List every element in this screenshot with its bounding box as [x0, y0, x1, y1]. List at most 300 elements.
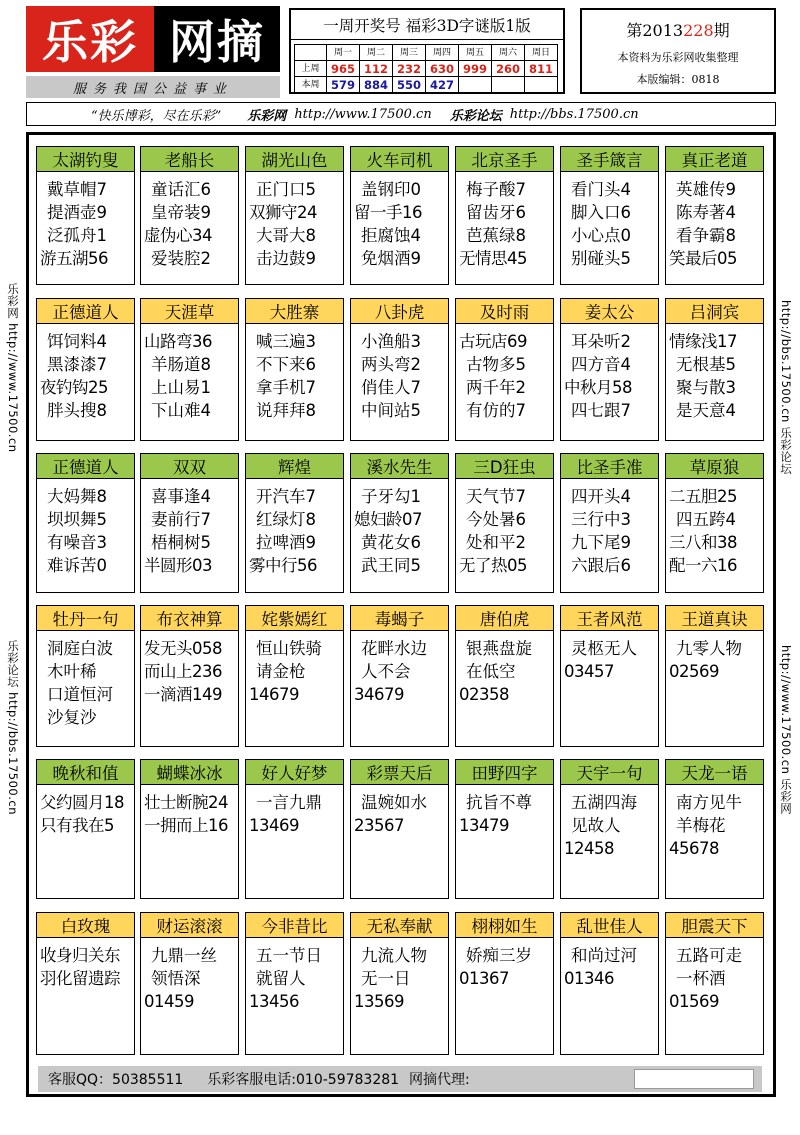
puzzle-line: 01367 [459, 969, 509, 988]
puzzle-line: 游五湖56 [40, 249, 108, 268]
puzzle-card [665, 605, 764, 747]
puzzle-line: 山路弯36 [144, 332, 212, 351]
draw-number: 112 [360, 61, 393, 77]
puzzle-line: 14679 [249, 685, 299, 704]
puzzle-card-title: 布衣神算 [141, 606, 238, 631]
puzzle-card-body [351, 324, 448, 422]
puzzle-card-body [141, 172, 238, 270]
puzzle-line: 收身归关东 [40, 946, 120, 965]
puzzle-card-body [351, 479, 448, 577]
puzzle-line: 四方音4 [571, 355, 631, 374]
puzzle-card [350, 912, 449, 1055]
logo-slogan: 服务我国公益事业 [26, 76, 280, 98]
motto-bar [26, 102, 776, 126]
puzzle-line: 胖头搜8 [47, 401, 107, 420]
puzzle-line: 夜钓钩25 [40, 378, 108, 397]
puzzle-card-title: 无私奉献 [351, 913, 448, 938]
puzzle-line: 四开头4 [571, 487, 631, 506]
puzzle-card [350, 298, 449, 441]
puzzle-line: 木叶稀 [47, 662, 97, 681]
puzzle-line: 配一六16 [669, 556, 737, 575]
puzzle-line: 五一节日 [256, 946, 322, 965]
puzzle-card-title: 今非昔比 [246, 913, 343, 938]
puzzle-line: 半圆形03 [144, 556, 212, 575]
puzzle-card-body [351, 938, 448, 1013]
draw-title: 一周开奖号 福彩3D字谜版1版 [291, 10, 563, 40]
puzzle-card-title: 毒蝎子 [351, 606, 448, 631]
logo-red-text: 乐彩 [26, 6, 154, 72]
puzzle-card-body [351, 172, 448, 270]
puzzle-line: 五湖四海 [571, 793, 637, 812]
puzzle-line: 13479 [459, 816, 509, 835]
puzzle-line: 01346 [564, 969, 614, 988]
puzzle-card [140, 453, 239, 593]
puzzle-line: 梧桐树5 [151, 533, 211, 552]
puzzle-line: 南方见牛 [676, 793, 742, 812]
footer-agent: 网摘代理: [409, 1072, 470, 1088]
puzzle-card-body [246, 631, 343, 706]
puzzle-line: 俏佳人7 [361, 378, 421, 397]
puzzle-line: 一杯酒 [676, 969, 726, 988]
puzzle-line: 无一日 [361, 969, 411, 988]
puzzle-card-body [246, 785, 343, 837]
puzzle-line: 一拥而上16 [144, 816, 228, 835]
puzzle-card [36, 605, 135, 747]
puzzle-card-title: 晚秋和值 [37, 760, 134, 785]
puzzle-card [245, 298, 344, 441]
puzzle-card-title: 太湖钓叟 [37, 147, 134, 172]
puzzle-line: 灵柩无人 [571, 639, 637, 658]
footer-qq: 客服QQ：50385511 [48, 1072, 184, 1088]
draw-number [525, 77, 558, 93]
puzzle-card-title: 八卦虎 [351, 299, 448, 324]
puzzle-card-title: 大胜寨 [246, 299, 343, 324]
puzzle-card-title: 财运滚滚 [141, 913, 238, 938]
puzzle-line: 02358 [459, 685, 509, 704]
puzzle-card [36, 759, 135, 899]
puzzle-card-body [666, 785, 763, 860]
puzzle-card-title: 正德道人 [37, 454, 134, 479]
puzzle-line: 妻前行7 [151, 510, 211, 529]
puzzle-card-body [37, 631, 134, 729]
puzzle-card-title: 王者风范 [561, 606, 658, 631]
puzzle-card-body [666, 631, 763, 683]
puzzle-line: 喊三遍3 [256, 332, 316, 351]
puzzle-card-title: 乱世佳人 [561, 913, 658, 938]
puzzle-line: 娇痴三岁 [466, 946, 532, 965]
puzzle-line: 03457 [564, 662, 614, 681]
puzzle-line: 英雄传9 [676, 180, 736, 199]
puzzle-line: 有噪音3 [47, 533, 107, 552]
puzzle-card-title: 天宇一句 [561, 760, 658, 785]
draw-day: 周日 [525, 45, 558, 61]
puzzle-line: 有仿的7 [466, 401, 526, 420]
puzzle-card-body [37, 324, 134, 422]
puzzle-line: 子牙勾1 [361, 487, 421, 506]
puzzle-card-title: 蝴蝶冰冰 [141, 760, 238, 785]
puzzle-card-title: 天涯草 [141, 299, 238, 324]
puzzle-card-title: 唐伯虎 [456, 606, 553, 631]
puzzle-line: 泛孤舟1 [47, 226, 107, 245]
puzzle-line: 温婉如水 [361, 793, 427, 812]
puzzle-line: 13469 [249, 816, 299, 835]
puzzle-card-title: 比圣手准 [561, 454, 658, 479]
puzzle-card-body [666, 172, 763, 270]
puzzle-line: 口道恒河 [47, 685, 113, 704]
puzzle-card [350, 146, 449, 285]
puzzle-line: 提酒壶9 [47, 203, 107, 222]
puzzle-line: 而山上236 [144, 662, 222, 681]
puzzle-line: 脚入口6 [571, 203, 631, 222]
puzzle-card [665, 759, 764, 899]
logo [26, 6, 280, 98]
puzzle-line: 23567 [354, 816, 404, 835]
puzzle-card-title: 田野四字 [456, 760, 553, 785]
puzzle-line: 九鼎一丝 [151, 946, 217, 965]
motto-quote: “快乐博彩，尽在乐彩” [91, 108, 222, 124]
puzzle-line: 童话汇6 [151, 180, 211, 199]
puzzle-card-body [246, 479, 343, 577]
puzzle-line: 四五跨4 [676, 510, 736, 529]
puzzle-card [140, 298, 239, 441]
issue-panel [580, 8, 776, 94]
puzzle-line: 拒腐蚀4 [361, 226, 421, 245]
puzzle-card [560, 605, 659, 747]
puzzle-card [560, 453, 659, 593]
logo-mark [26, 6, 280, 72]
puzzle-line: 耳朵听2 [571, 332, 631, 351]
puzzle-line: 上山易1 [151, 378, 211, 397]
puzzle-card-body [351, 631, 448, 706]
issue-suffix: 期 [713, 21, 730, 40]
puzzle-card [245, 453, 344, 593]
puzzle-line: 爱装腔2 [151, 249, 211, 268]
issue-title [582, 18, 774, 41]
puzzle-card-title: 牡丹一句 [37, 606, 134, 631]
puzzle-line: 五路可走 [676, 946, 742, 965]
puzzle-line: 发无头058 [144, 639, 222, 658]
puzzle-line: 和尚过河 [571, 946, 637, 965]
puzzle-line: 雾中行56 [249, 556, 317, 575]
puzzle-card-body [37, 938, 134, 990]
puzzle-card [665, 453, 764, 593]
puzzle-line: 皇帝装9 [151, 203, 211, 222]
puzzle-card-title: 草原狼 [666, 454, 763, 479]
puzzle-card-title: 溪水先生 [351, 454, 448, 479]
draw-number: 260 [492, 61, 525, 77]
puzzle-card-title: 姹紫嫣红 [246, 606, 343, 631]
puzzle-card-body [37, 172, 134, 270]
puzzle-card-title: 白玫瑰 [37, 913, 134, 938]
puzzle-line: 留一手16 [354, 203, 422, 222]
puzzle-card [560, 298, 659, 441]
puzzle-card-title: 老船长 [141, 147, 238, 172]
puzzle-line: 洞庭白波 [47, 639, 113, 658]
draw-number [492, 77, 525, 93]
puzzle-line: 花畔水边 [361, 639, 427, 658]
puzzle-line: 见故人 [571, 816, 621, 835]
draw-number [459, 77, 492, 93]
draw-day: 周四 [426, 45, 459, 61]
weekly-draw-panel [289, 8, 565, 94]
puzzle-card-body [37, 479, 134, 577]
puzzle-card-title: 三D狂虫 [456, 454, 553, 479]
puzzle-card [665, 298, 764, 441]
puzzle-card [455, 912, 554, 1055]
side-text-left-top: 乐彩网 http://www.17500.cn [6, 283, 20, 453]
puzzle-line: 盖钢印0 [361, 180, 421, 199]
puzzle-line: 黑漆漆7 [47, 355, 107, 374]
draw-this-week-row [295, 77, 558, 93]
puzzle-card [245, 605, 344, 747]
puzzle-line: 免烟酒9 [361, 249, 421, 268]
puzzle-card-body [246, 172, 343, 270]
puzzle-line: 羽化留遗踪 [40, 969, 120, 988]
forum-name: 乐彩论坛 [449, 108, 502, 124]
draw-number: 550 [393, 77, 426, 93]
issue-editor: 本版编辑：0818 [636, 73, 720, 86]
puzzle-line: 九零人物 [676, 639, 742, 658]
puzzle-line: 01459 [144, 992, 194, 1011]
puzzle-line: 壮士断腕24 [144, 793, 228, 812]
puzzle-card-title: 正德道人 [37, 299, 134, 324]
draw-day: 周六 [492, 45, 525, 61]
puzzle-card [36, 912, 135, 1055]
puzzle-line: 是天意4 [676, 401, 736, 420]
puzzle-card-body [246, 324, 343, 422]
draw-number: 884 [360, 77, 393, 93]
puzzle-card [245, 759, 344, 899]
puzzle-card-body [456, 324, 553, 422]
puzzle-card [350, 759, 449, 899]
puzzle-line: 下山难4 [151, 401, 211, 420]
puzzle-card [665, 146, 764, 285]
puzzle-line: 小渔船3 [361, 332, 421, 351]
puzzle-line: 武王同5 [361, 556, 421, 575]
puzzle-line: 开汽车7 [256, 487, 316, 506]
draw-day: 周二 [360, 45, 393, 61]
draw-number: 811 [525, 61, 558, 77]
puzzle-line: 一滴酒149 [144, 685, 222, 704]
puzzle-line: 无情思45 [459, 249, 527, 268]
forum-url-link[interactable]: http://bbs.17500.cn [509, 106, 639, 122]
puzzle-card-title: 辉煌 [246, 454, 343, 479]
puzzle-line: 别碰头5 [571, 249, 631, 268]
puzzle-line: 父约圆月18 [40, 793, 124, 812]
puzzle-line: 中间站5 [361, 401, 421, 420]
puzzle-card [455, 759, 554, 899]
last-week-label: 上周 [295, 61, 327, 77]
puzzle-line: 12458 [564, 839, 614, 858]
puzzle-line: 银燕盘旋 [466, 639, 532, 658]
puzzle-card-body [141, 785, 238, 837]
puzzle-card-body [141, 631, 238, 706]
issue-number: 228 [683, 21, 714, 40]
puzzle-line: 请金枪 [256, 662, 306, 681]
issue-prefix: 第2013 [626, 21, 684, 40]
puzzle-line: 黄花女6 [361, 533, 421, 552]
puzzle-line: 三行中3 [571, 510, 631, 529]
puzzle-card [140, 146, 239, 285]
draw-number: 232 [393, 61, 426, 77]
puzzle-line: 聚与散3 [676, 378, 736, 397]
puzzle-line: 二五胆25 [669, 487, 737, 506]
puzzle-card-title: 胆震天下 [666, 913, 763, 938]
side-text-left-bottom: 乐彩论坛 http://bbs.17500.cn [6, 640, 20, 815]
draw-number: 427 [426, 77, 459, 93]
puzzle-card [140, 912, 239, 1055]
puzzle-card [350, 453, 449, 593]
side-text-right-top: http://bbs.17500.cn 乐彩论坛 [779, 300, 793, 475]
puzzle-card [560, 759, 659, 899]
puzzle-line: 羊梅花 [676, 816, 726, 835]
puzzle-line: 看争霸8 [676, 226, 736, 245]
puzzle-line: 13569 [354, 992, 404, 1011]
puzzle-card-title: 火车司机 [351, 147, 448, 172]
puzzle-line: 02569 [669, 662, 719, 681]
puzzle-card-title: 彩票天后 [351, 760, 448, 785]
puzzle-line: 三八和38 [669, 533, 737, 552]
puzzle-line: 01569 [669, 992, 719, 1011]
puzzle-card-body [456, 479, 553, 577]
puzzle-line: 45678 [669, 839, 719, 858]
draw-day: 周三 [393, 45, 426, 61]
puzzle-card [36, 298, 135, 441]
puzzle-card-body [141, 479, 238, 577]
puzzle-card-body [141, 324, 238, 422]
puzzle-line: 人不会 [361, 662, 411, 681]
puzzle-card-body [141, 938, 238, 1013]
puzzle-card-title: 王道真诀 [666, 606, 763, 631]
puzzle-line: 天气节7 [466, 487, 526, 506]
puzzle-line: 媳妇龄07 [354, 510, 422, 529]
draw-last-week-row [295, 61, 558, 77]
issue-note: 本资料为乐彩网收集整理 [617, 51, 739, 64]
puzzle-line: 恒山铁骑 [256, 639, 322, 658]
puzzle-card [455, 453, 554, 593]
puzzle-line: 饵饲料4 [47, 332, 107, 351]
puzzle-line: 就留人 [256, 969, 306, 988]
puzzle-card-body [456, 938, 553, 990]
puzzle-card-body [456, 785, 553, 837]
puzzle-card-body [37, 785, 134, 837]
puzzle-card [665, 912, 764, 1055]
puzzle-line: 两头弯2 [361, 355, 421, 374]
puzzle-line: 拿手机7 [256, 378, 316, 397]
puzzle-card [560, 912, 659, 1055]
puzzle-card-body [561, 324, 658, 422]
puzzle-line: 九流人物 [361, 946, 427, 965]
puzzle-line: 无根基5 [676, 355, 736, 374]
puzzle-line: 在低空 [466, 662, 516, 681]
puzzle-card [245, 146, 344, 285]
puzzle-line: 羊肠道8 [151, 355, 211, 374]
draw-day: 周一 [327, 45, 360, 61]
puzzle-card-body [561, 479, 658, 577]
puzzle-card-body [456, 172, 553, 270]
puzzle-line: 红绿灯8 [256, 510, 316, 529]
puzzle-card-title: 栩栩如生 [456, 913, 553, 938]
puzzle-line: 不下来6 [256, 355, 316, 374]
puzzle-card-body [666, 938, 763, 1013]
side-text-right-bottom: http://www.17500.cn 乐彩网 [779, 645, 793, 815]
puzzle-card-body [666, 324, 763, 422]
puzzle-card [245, 912, 344, 1055]
puzzle-line: 难诉苦0 [47, 556, 107, 575]
puzzle-line: 梅子酸7 [466, 180, 526, 199]
puzzle-card-body [246, 938, 343, 1013]
puzzle-card [140, 605, 239, 747]
draw-number: 999 [459, 61, 492, 77]
puzzle-card [140, 759, 239, 899]
puzzle-line: 沙复沙 [47, 708, 97, 727]
puzzle-card-title: 天龙一语 [666, 760, 763, 785]
footer-phone: 乐彩客服电话:010-59783281 [207, 1072, 400, 1088]
puzzle-line: 今处暑6 [466, 510, 526, 529]
puzzle-line: 留齿牙6 [466, 203, 526, 222]
site-url-link[interactable]: http://www.17500.cn [294, 106, 432, 122]
puzzle-line: 九下尾9 [571, 533, 631, 552]
puzzle-line: 笑最后05 [669, 249, 737, 268]
puzzle-line: 击边鼓9 [256, 249, 316, 268]
puzzle-card-body [351, 785, 448, 837]
puzzle-card-title: 好人好梦 [246, 760, 343, 785]
agent-field [634, 1069, 754, 1089]
puzzle-line: 说拜拜8 [256, 401, 316, 420]
puzzle-card-body [666, 479, 763, 577]
puzzle-line: 13456 [249, 992, 299, 1011]
puzzle-line: 喜事逢4 [151, 487, 211, 506]
puzzle-card [455, 298, 554, 441]
puzzle-line: 古玩店69 [459, 332, 527, 351]
puzzle-line: 拉啤酒9 [256, 533, 316, 552]
puzzle-line: 虚伪心34 [144, 226, 212, 245]
puzzle-line: 双狮守24 [249, 203, 317, 222]
puzzle-line: 大哥大8 [256, 226, 316, 245]
puzzle-card-title: 及时雨 [456, 299, 553, 324]
puzzle-line: 领悟深 [151, 969, 201, 988]
puzzle-card [36, 453, 135, 593]
puzzle-card-title: 圣手箴言 [561, 147, 658, 172]
puzzle-line: 34679 [354, 685, 404, 704]
puzzle-card [36, 146, 135, 285]
puzzle-card-title: 北京圣手 [456, 147, 553, 172]
puzzle-line: 情缘浅17 [669, 332, 737, 351]
site-name: 乐彩网 [247, 108, 287, 124]
puzzle-card-body [561, 631, 658, 683]
puzzle-line: 坝坝舞5 [47, 510, 107, 529]
puzzle-line: 陈寿著4 [676, 203, 736, 222]
draw-table [294, 44, 558, 93]
puzzle-card [455, 146, 554, 285]
puzzle-line: 中秋月58 [564, 378, 632, 397]
puzzle-line: 古物多5 [466, 355, 526, 374]
draw-number: 579 [327, 77, 360, 93]
puzzle-card-body [561, 785, 658, 860]
puzzle-card [455, 605, 554, 747]
puzzle-line: 正门口5 [256, 180, 316, 199]
footer-bar [38, 1066, 762, 1092]
puzzle-card-body [561, 938, 658, 990]
puzzle-card [560, 146, 659, 285]
puzzle-line: 大妈舞8 [47, 487, 107, 506]
puzzle-card-title: 双双 [141, 454, 238, 479]
puzzle-line: 一言九鼎 [256, 793, 322, 812]
puzzle-line: 看门头4 [571, 180, 631, 199]
draw-table-header-row [295, 45, 558, 61]
puzzle-line: 戴草帽7 [47, 180, 107, 199]
puzzle-line: 小心点0 [571, 226, 631, 245]
